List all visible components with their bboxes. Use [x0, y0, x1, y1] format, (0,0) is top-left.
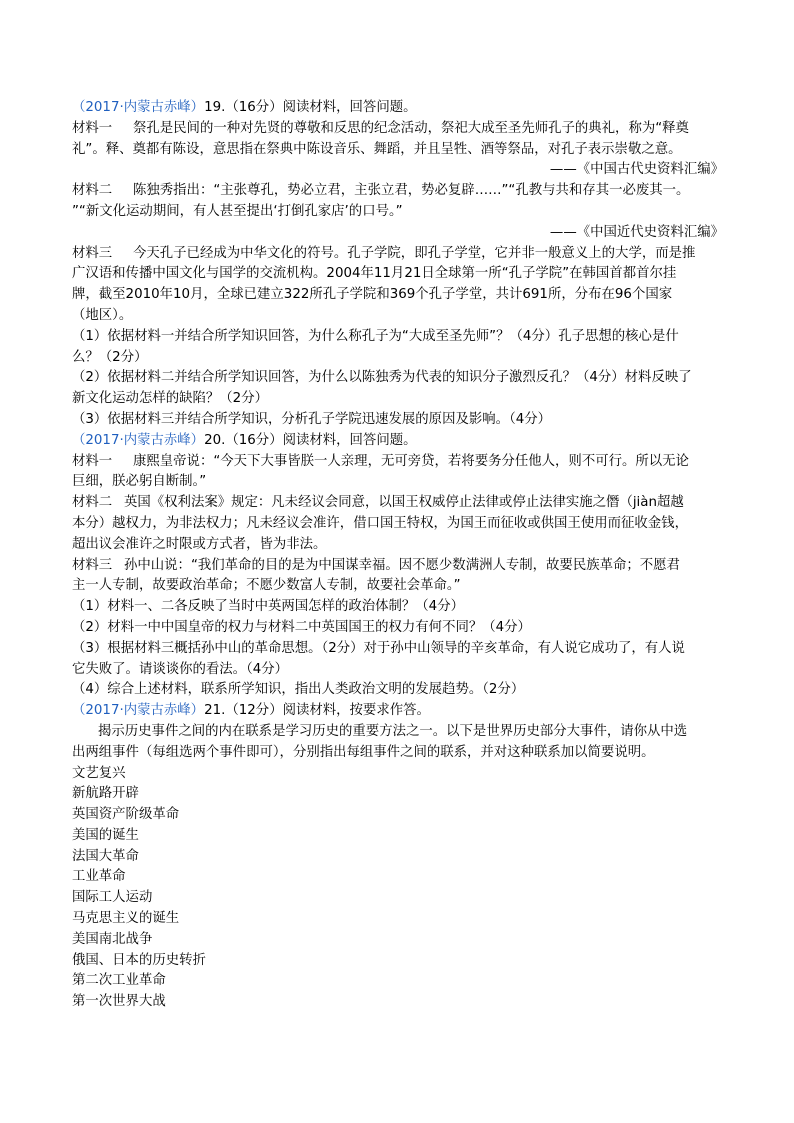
event-item: 工业革命	[72, 869, 126, 885]
q19-header: 19.（16分）阅读材料，回答问题。	[204, 100, 417, 115]
q20-subquestion4: （4）综合上述材料，联系所学知识，指出人类政治文明的发展趋势。（2分）	[72, 682, 525, 698]
q20-header: 20.（16分）阅读材料，回答问题。	[204, 432, 417, 448]
q21-intro-line1: 揭示历史事件之间的内在联系是学习历史的重要方法之一。以下是世界历史部分大事件，请你从中选	[98, 723, 688, 739]
q20-subquestion3-line2: 它失败了。请谈谈你的看法。（4分）	[72, 661, 289, 677]
q19-material2-label: 材料二	[72, 183, 113, 199]
q20-subquestion1: （1）材料一、二各反映了当时中英两国怎样的政治体制？（4分）	[72, 599, 464, 615]
q19-material1-line2: 礼”。释、奠都有陈设，意思指在祭典中陈设音乐、舞蹈，并且呈牲、酒等祭品，对孔子表示崇敬之意。	[72, 141, 682, 157]
q19-material1-label: 材料一	[72, 120, 113, 136]
q19-material3-line4: （地区）。	[72, 307, 133, 323]
q20-material3-line2: 主一人专制，故要政治革命；不愿少数富人专制，故要社会革命。”	[72, 578, 461, 594]
event-item: 美国的诞生	[72, 827, 139, 843]
q19-subquestion2-line2: 新文化运动怎样的缺陷？（2分）	[72, 391, 268, 407]
q20-material3-line1: 材料三 孙中山说：“我们革命的目的是为中国谋幸福。因不愿少数满洲人专制，故要民族革命；不愿君	[72, 556, 724, 577]
q20-material2-label: 材料二	[72, 495, 113, 511]
q19-header-line	[72, 98, 724, 119]
q20-material1-line2: 巨细，朕必躬自断制。”	[72, 474, 207, 490]
event-item: 俄国、日本的历史转折	[72, 952, 206, 968]
q21-source: （2017·内蒙古赤峰）	[72, 703, 205, 719]
q19-material3-line2: 广汉语和传播中国文化与国学的交流机构。2004年11月21日全球第一所“孔子学院”在韩国首都首尔挂	[72, 266, 677, 282]
q19-material2-reference: ——《中国近代史资料汇编》	[549, 224, 724, 240]
q20-material1-label: 材料一	[72, 453, 113, 469]
event-item: 英国资产阶级革命	[72, 807, 180, 823]
q19-subquestion2-line1: （2）依据材料二并结合所学知识回答，为什么以陈独秀为代表的知识分子激烈反孔？（4分）材料反映了	[72, 370, 692, 386]
event-item: 新航路开辟	[72, 786, 139, 802]
q19-material1-reference: ——《中国古代史资料汇编》	[549, 162, 724, 178]
event-item: 第二次工业革命	[72, 973, 166, 989]
q19-source: （2017·内蒙古赤峰）	[72, 100, 205, 115]
q20-material3-label: 材料三	[72, 557, 113, 573]
event-item: 法国大革命	[72, 848, 139, 864]
event-item: 文艺复兴	[72, 765, 126, 781]
q20-subquestion3-line1: （3）根据材料三概括孙中山的革命思想。（2分）对于孙中山领导的辛亥革命，有人说它成功了，有人说	[72, 640, 685, 656]
q20-material2-line2: 本分）越权力，为非法权力；凡未经议会准许，借口国王特权，为国王而征收或供国王使用而征收金钱，	[72, 515, 688, 531]
q20-source: （2017·内蒙古赤峰）	[72, 432, 205, 448]
q21-intro-line2: 出两组事件（每组选两个事件即可），分别指出每组事件之间的联系，并对这种联系加以简要说明。	[72, 744, 655, 760]
event-item: 第一次世界大战	[72, 994, 166, 1010]
q20-material2-line1: 材料二 英国《权利法案》规定：凡未经议会同意，以国王权威停止法律或停止法律实施之僭（jiàn超越	[72, 493, 724, 514]
event-item: 国际工人运动	[72, 890, 153, 906]
q19-subquestion1-line1: （1）依据材料一并结合所学知识回答，为什么称孔子为“大成至圣先师”？（4分）孔子思想的核心是什	[72, 328, 679, 344]
document-page	[72, 98, 724, 1013]
q21-header-line	[72, 701, 724, 722]
q21-header: 21.（12分）阅读材料，按要求作答。	[204, 703, 430, 719]
q20-header-line	[72, 431, 724, 452]
q20-subquestion2: （2）材料一中中国皇帝的权力与材料二中英国国王的权力有何不同？（4分）	[72, 619, 531, 635]
q19-material2-line2: ”“新文化运动期间，有人甚至提出‘打倒孔家店’的口号。”	[72, 203, 403, 219]
q19-material2-line1: 材料二 陈独秀指出：“主张尊孔，势必立君，主张立君，势必复辟……”“孔教与共和存其一必废其一。	[72, 181, 724, 202]
q19-subquestion1-line2: 么？（2分）	[72, 349, 148, 365]
q20-material1-line1: 材料一 康熙皇帝说：“今天下大事皆朕一人亲理，无可旁贷，若将要务分任他人，则不可行。所以无论	[72, 452, 724, 473]
q19-material3-line3: 牌，截至2010年10月，全球已建立322所孔子学院和369个孔子学堂，共计691所，分布在96个国家	[72, 287, 673, 303]
q20-material2-line3: 超出议会准许之时限或方式者，皆为非法。	[72, 536, 327, 552]
event-item: 美国南北战争	[72, 931, 153, 947]
q19-material3-line1: 材料三 今天孔子已经成为中华文化的符号。孔子学院，即孔子学堂，它并非一般意义上的大学，而是推	[72, 244, 724, 265]
q19-subquestion3: （3）依据材料三并结合所学知识，分析孔子学院迅速发展的原因及影响。（4分）	[72, 411, 552, 427]
event-item: 马克思主义的诞生	[72, 911, 180, 927]
q19-material3-label: 材料三	[72, 245, 113, 261]
q19-material1-line1: 材料一 祭孔是民间的一种对先贤的尊敬和反思的纪念活动，祭祀大成至圣先师孔子的典礼，称为“释奠	[72, 119, 724, 140]
